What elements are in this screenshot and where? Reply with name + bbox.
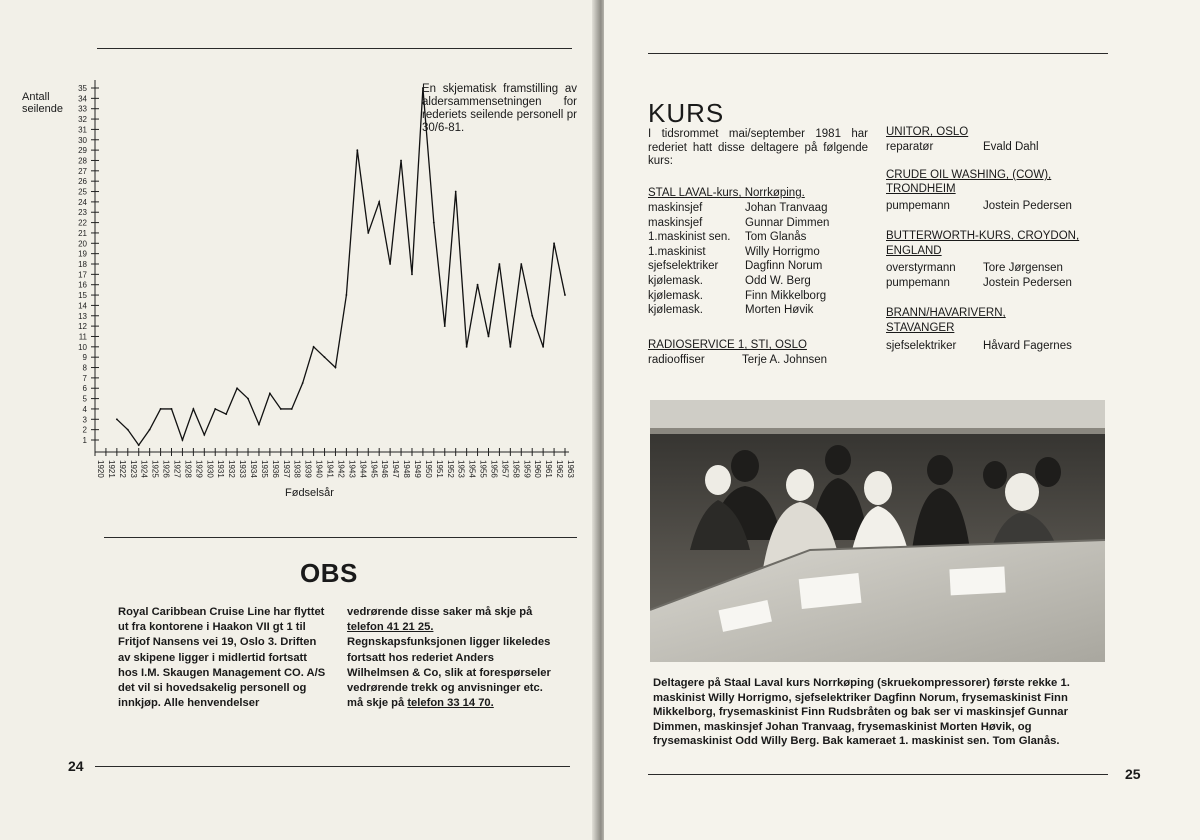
unitor-heading: UNITOR, OSLO <box>886 126 969 138</box>
age-chart <box>20 78 580 488</box>
y-tick-label: 28 <box>78 156 87 166</box>
page-number-left: 24 <box>68 758 84 774</box>
participant-role: pumpemann <box>886 200 950 212</box>
participant-name: Gunnar Dimmen <box>745 216 830 229</box>
x-tick-label: 1958 <box>511 460 521 478</box>
data-point <box>236 387 238 389</box>
data-point <box>564 294 566 296</box>
x-tick-label: 1924 <box>139 460 149 478</box>
participant-row <box>648 216 829 231</box>
data-point <box>488 336 490 338</box>
x-tick-label: 1941 <box>325 460 335 478</box>
obs-column-1: Royal Caribbean Cruise Line har flyttet ut fra kontorene i Haakon VII gt 1 til Fritjof Nansens vei 19, Oslo 3. Driften av skipene ligger i midlertid fortsatt hos I.M. Skaugen Management CO. A/S det vil si hovedsakelig personell og innkjøp. Alle henvendelser <box>118 606 326 710</box>
x-tick-label: 1922 <box>117 460 127 478</box>
y-tick-label: 6 <box>82 384 87 394</box>
x-tick-label: 1923 <box>128 460 138 478</box>
participant-row <box>648 201 829 216</box>
brann-heading-1: BRANN/HAVARIVERN, <box>886 307 1006 319</box>
participant-role: maskinsjef <box>648 202 703 214</box>
x-tick-label: 1948 <box>402 460 412 478</box>
x-tick-label: 1938 <box>292 460 302 478</box>
x-tick-label: 1962 <box>555 460 565 478</box>
x-tick-label: 1953 <box>456 460 466 478</box>
participant-row <box>648 245 829 260</box>
participant-name: Odd W. Berg <box>745 274 811 287</box>
x-tick-label: 1940 <box>314 460 324 478</box>
participant-name: Jostein Pedersen <box>983 276 1072 289</box>
crude-heading-1: CRUDE OIL WASHING, (COW), <box>886 169 1052 181</box>
x-tick-label: 1951 <box>434 460 444 478</box>
x-tick-label: 1944 <box>358 460 368 478</box>
x-tick-label: 1956 <box>489 460 499 478</box>
stal-laval-heading: STAL LAVAL-kurs, Norrkøping. <box>648 187 805 199</box>
y-tick-label: 34 <box>78 94 87 104</box>
data-point <box>509 346 511 348</box>
participant-row <box>648 274 829 289</box>
y-tick-label: 10 <box>78 342 87 352</box>
data-point <box>356 149 358 151</box>
x-tick-label: 1942 <box>336 460 346 478</box>
y-tick-label: 33 <box>78 104 87 114</box>
x-tick-label: 1943 <box>347 460 357 478</box>
y-tick-label: 2 <box>82 425 87 435</box>
data-point <box>433 222 435 224</box>
chart-ylabel: Antall seilende <box>22 91 63 115</box>
participant-role: pumpemann <box>886 276 950 289</box>
participant-row <box>648 353 827 368</box>
y-tick-label: 26 <box>78 177 87 187</box>
participant-row <box>886 276 1072 291</box>
data-point <box>291 408 293 410</box>
y-tick-label: 5 <box>82 394 87 404</box>
participant-role: sjefselektriker <box>648 260 719 273</box>
x-tick-label: 1937 <box>281 460 291 478</box>
data-point <box>149 429 151 431</box>
data-point <box>542 346 544 348</box>
participant-row <box>886 339 1072 354</box>
participant-name: Evald Dahl <box>983 141 1039 153</box>
participant-role: kjølemask. <box>648 304 703 317</box>
photo-image <box>650 400 1105 662</box>
y-tick-label: 3 <box>82 415 87 425</box>
data-point <box>203 434 205 436</box>
y-tick-label: 25 <box>78 187 87 197</box>
y-tick-label: 18 <box>78 260 87 269</box>
data-point <box>302 382 304 384</box>
participant-row <box>648 303 829 318</box>
data-point <box>182 439 184 441</box>
x-tick-label: 1947 <box>391 460 401 478</box>
x-tick-label: 1946 <box>380 460 390 478</box>
data-point <box>160 408 162 410</box>
y-tick-label: 15 <box>78 291 87 301</box>
y-tick-label: 12 <box>78 322 87 332</box>
data-point <box>553 242 555 244</box>
y-tick-label: 7 <box>82 373 87 383</box>
participant-name: Jostein Pedersen <box>983 200 1072 212</box>
radioservice-heading: RADIOSERVICE 1, STI, OSLO <box>648 339 807 351</box>
top-rule-right <box>648 53 1108 54</box>
x-tick-label: 1936 <box>270 460 280 478</box>
y-tick-label: 24 <box>78 197 87 207</box>
x-tick-label: 1954 <box>467 460 477 478</box>
x-tick-label: 1929 <box>194 460 204 478</box>
data-point <box>444 325 446 327</box>
participant-row <box>648 259 829 274</box>
bottom-rule-right <box>648 774 1108 775</box>
butterworth-heading-2: ENGLAND <box>886 245 942 257</box>
participant-name: Håvard Fagernes <box>983 340 1072 352</box>
y-tick-label: 22 <box>78 218 87 228</box>
participant-name: Dagfinn Norum <box>745 260 823 273</box>
course-photo <box>650 400 1105 662</box>
participant-role: 1.maskinist <box>648 245 706 258</box>
y-tick-label: 29 <box>78 146 87 156</box>
y-tick-label: 27 <box>78 166 87 176</box>
kurs-intro: I tidsrommet mai/september 1981 har rederiet hatt disse deltagere på følgende kurs: <box>648 128 868 167</box>
x-tick-label: 1950 <box>423 460 433 478</box>
x-tick-label: 1928 <box>183 460 193 478</box>
participant-row <box>886 140 1039 155</box>
data-point <box>411 273 413 275</box>
crude-list <box>886 199 1072 214</box>
y-tick-label: 31 <box>78 125 87 135</box>
stal-laval-list <box>648 201 829 318</box>
data-point <box>477 284 479 286</box>
y-tick-label: 35 <box>78 84 87 93</box>
left-page <box>0 0 597 840</box>
x-tick-label: 1960 <box>533 460 543 478</box>
x-tick-label: 1921 <box>106 460 116 478</box>
chart-note: En skjematisk framstilling av aldersammensetningen for rederiets seilende personell pr 30/6-81. <box>422 83 577 134</box>
x-tick-label: 1934 <box>249 460 259 478</box>
x-tick-label: 1930 <box>205 460 215 478</box>
brann-list <box>886 339 1072 354</box>
data-point <box>400 160 402 162</box>
data-line <box>117 88 565 445</box>
obs-text-a: vedrørende disse saker må skje på <box>347 606 533 618</box>
bottom-rule-left <box>95 766 570 767</box>
obs-rule <box>104 537 577 538</box>
participant-row <box>648 230 829 245</box>
data-point <box>192 408 194 410</box>
data-point <box>466 346 468 348</box>
data-point <box>313 346 315 348</box>
participant-name: Tore Jørgensen <box>983 262 1063 274</box>
radioservice-list <box>648 353 827 368</box>
data-point <box>258 424 260 426</box>
data-point <box>520 263 522 265</box>
data-point <box>499 263 501 265</box>
y-tick-label: 23 <box>78 208 87 218</box>
x-tick-label: 1927 <box>172 460 182 478</box>
y-tick-label: 13 <box>78 311 87 321</box>
y-tick-label: 14 <box>78 301 87 311</box>
y-tick-label: 30 <box>78 135 87 145</box>
butterworth-heading-1: BUTTERWORTH-KURS, CROYDON, <box>886 230 1080 242</box>
participant-role: overstyrmann <box>886 262 956 274</box>
participant-role: 1.maskinist sen. <box>648 231 731 244</box>
photo-caption: Deltagere på Staal Laval kurs Norrkøping (skruekompressorer) første rekke 1. maskinist Willy Horrigmo, sjefselektriker Dagfinn Norum, frysemaskinist Finn Mikkelborg, frysemaskinist Finn Rudsbråten og bak ser vi maskinsjef Gunnar Dimmen, maskinsjef Johan Tranvaag, frysemaskinist Morten Høvik, og frysemaskinist Odd Willy Berg. Bak kameraet 1. maskinist sen. Tom Glanås. <box>653 677 1070 747</box>
participant-name: Johan Tranvaag <box>745 202 828 214</box>
x-tick-label: 1961 <box>544 460 554 478</box>
x-tick-label: 1931 <box>216 460 226 478</box>
page-number-right: 25 <box>1125 766 1141 782</box>
y-tick-label: 16 <box>78 280 87 290</box>
butterworth-list <box>886 261 1072 290</box>
data-point <box>389 263 391 265</box>
obs-phone-2: telefon 33 14 70. <box>407 697 494 710</box>
obs-column-2 <box>347 605 577 711</box>
data-point <box>455 191 457 193</box>
participant-role: reparatør <box>886 141 934 153</box>
x-tick-label: 1959 <box>522 460 532 478</box>
kurs-title: KURS <box>648 98 725 128</box>
participant-name: Willy Horrigmo <box>745 245 820 258</box>
y-tick-label: 4 <box>82 404 87 414</box>
participant-name: Morten Høvik <box>745 304 814 317</box>
participant-row <box>648 289 829 304</box>
obs-phone-1: telefon 41 21 25. <box>347 621 434 634</box>
x-tick-label: 1920 <box>96 460 105 478</box>
x-tick-label: 1933 <box>238 460 248 478</box>
participant-name: Terje A. Johnsen <box>742 354 828 366</box>
data-point <box>280 408 282 410</box>
data-point <box>225 413 227 415</box>
x-tick-label: 1925 <box>150 460 160 478</box>
data-point <box>116 418 118 420</box>
data-point <box>345 294 347 296</box>
x-tick-label: 1939 <box>303 460 313 478</box>
participant-role: maskinsjef <box>648 216 703 229</box>
unitor-list <box>886 140 1039 155</box>
y-tick-label: 32 <box>78 115 87 125</box>
participant-name: Tom Glanås <box>745 231 807 244</box>
x-tick-label: 1935 <box>259 460 269 478</box>
y-tick-label: 8 <box>82 363 87 373</box>
y-tick-label: 19 <box>78 249 87 259</box>
data-point <box>127 429 129 431</box>
x-tick-label: 1949 <box>412 460 422 478</box>
participant-role: kjølemask. <box>648 274 703 287</box>
y-tick-label: 21 <box>78 228 87 238</box>
obs-text-b: Regnskapsfunksjonen ligger likeledes fortsatt hos rederiet Anders Wilhelmsen & Co, slik at forespørseler vedrørende trekk og anvisninger etc. må skje på <box>347 636 551 710</box>
data-point <box>335 367 337 369</box>
x-tick-label: 1932 <box>227 460 237 478</box>
chart-xlabel: Fødselsår <box>285 487 334 499</box>
data-point <box>247 398 249 400</box>
x-tick-label: 1955 <box>478 460 488 478</box>
participant-row <box>886 199 1072 214</box>
y-tick-label: 17 <box>78 270 87 280</box>
y-tick-label: 9 <box>82 353 87 363</box>
brann-heading-2: STAVANGER <box>886 322 955 334</box>
participant-name: Finn Mikkelborg <box>745 289 827 302</box>
x-tick-label: 1957 <box>500 460 510 478</box>
data-point <box>138 444 140 446</box>
data-point <box>531 315 533 317</box>
y-tick-label: 20 <box>78 239 87 249</box>
data-point <box>214 408 216 410</box>
participant-role: kjølemask. <box>648 289 703 302</box>
obs-title: OBS <box>300 558 358 588</box>
y-tick-label: 1 <box>82 436 87 445</box>
participant-row <box>886 261 1072 276</box>
x-tick-label: 1945 <box>369 460 379 478</box>
data-point <box>378 201 380 203</box>
participant-role: radiooffiser <box>648 354 705 366</box>
data-point <box>269 393 271 395</box>
y-tick-label: 11 <box>78 332 87 342</box>
x-tick-label: 1963 <box>566 460 575 478</box>
data-point <box>171 408 173 410</box>
top-rule <box>97 48 572 49</box>
x-tick-label: 1926 <box>161 460 171 478</box>
x-tick-label: 1952 <box>445 460 455 478</box>
participant-role: sjefselektriker <box>886 340 957 352</box>
data-point <box>324 356 326 358</box>
data-point <box>367 232 369 234</box>
crude-heading-2: TRONDHEIM <box>886 183 956 195</box>
